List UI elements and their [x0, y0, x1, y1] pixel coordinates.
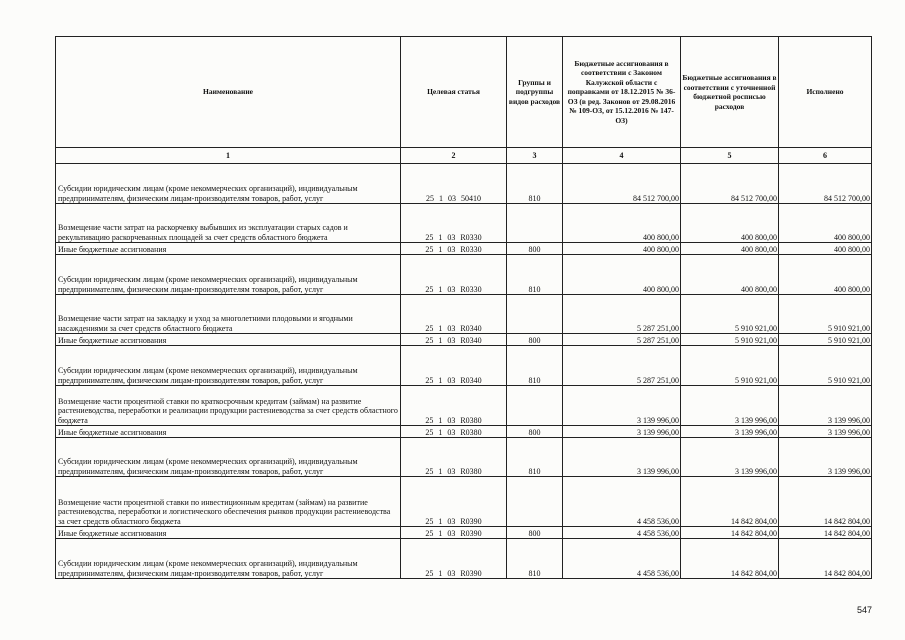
- row-executed-amount: 3 139 996,00: [779, 386, 872, 426]
- row-target-article: 25 1 03 R0340: [401, 295, 507, 334]
- row-target-article: 25 1 03 R0330: [401, 243, 507, 255]
- row-expense-group: 810: [507, 164, 563, 204]
- row-name: Субсидии юридическим лицам (кроме некоммерческих организаций), индивидуальным предпринимателям, физическим лицам-производителям товаров, работ, услуг: [56, 539, 401, 579]
- row-plan-amount: 400 800,00: [681, 204, 779, 243]
- column-number: 2: [401, 148, 507, 164]
- row-target-article: 25 1 03 R0380: [401, 438, 507, 477]
- header-budget-schedule: Бюджетные ассигнования в соответствии с уточненной бюджетной росписью расходов: [681, 37, 779, 148]
- row-expense-group: 810: [507, 539, 563, 579]
- row-executed-amount: 14 842 804,00: [779, 539, 872, 579]
- row-expense-group: [507, 477, 563, 527]
- row-executed-amount: 400 800,00: [779, 243, 872, 255]
- row-target-article: 25 1 03 R0390: [401, 477, 507, 527]
- row-executed-amount: 14 842 804,00: [779, 477, 872, 527]
- column-number-row: [56, 148, 872, 164]
- row-law-amount: 4 458 536,00: [563, 539, 681, 579]
- column-number: 3: [507, 148, 563, 164]
- row-target-article: 25 1 03 R0330: [401, 204, 507, 243]
- row-executed-amount: 3 139 996,00: [779, 426, 872, 438]
- table-row: [56, 243, 872, 255]
- table-row: [56, 295, 872, 334]
- row-expense-group: 800: [507, 334, 563, 346]
- column-number: 6: [779, 148, 872, 164]
- row-plan-amount: 3 139 996,00: [681, 386, 779, 426]
- row-executed-amount: 400 800,00: [779, 204, 872, 243]
- row-expense-group: 810: [507, 438, 563, 477]
- row-law-amount: 400 800,00: [563, 243, 681, 255]
- row-law-amount: 400 800,00: [563, 255, 681, 295]
- row-name: Субсидии юридическим лицам (кроме некоммерческих организаций), индивидуальным предпринимателям, физическим лицам-производителям товаров, работ, услуг: [56, 255, 401, 295]
- table-row: [56, 346, 872, 386]
- row-plan-amount: 5 910 921,00: [681, 295, 779, 334]
- row-plan-amount: 3 139 996,00: [681, 438, 779, 477]
- row-name: Субсидии юридическим лицам (кроме некоммерческих организаций), индивидуальным предпринимателям, физическим лицам-производителям товаров, работ, услуг: [56, 346, 401, 386]
- column-number: 1: [56, 148, 401, 164]
- row-plan-amount: 5 910 921,00: [681, 346, 779, 386]
- column-number: 5: [681, 148, 779, 164]
- row-law-amount: 3 139 996,00: [563, 386, 681, 426]
- row-expense-group: [507, 204, 563, 243]
- table-row: [56, 204, 872, 243]
- row-name: Возмещение части затрат на закладку и уход за многолетними плодовыми и ягодными насаждениями за счет средств областного бюджета: [56, 295, 401, 334]
- row-target-article: 25 1 03 R0340: [401, 346, 507, 386]
- row-plan-amount: 84 512 700,00: [681, 164, 779, 204]
- row-name: Возмещение части процентной ставки по инвестиционным кредитам (займам) на развитие растениеводства, переработки и логистического обеспечения рынков продукции растениеводства за счет средств областного бюджета: [56, 477, 401, 527]
- budget-table: [55, 36, 872, 579]
- row-law-amount: 3 139 996,00: [563, 426, 681, 438]
- row-target-article: 25 1 03 R0390: [401, 527, 507, 539]
- row-name: Иные бюджетные ассигнования: [56, 426, 401, 438]
- header-executed: Исполнено: [779, 37, 872, 148]
- row-name: Возмещение части процентной ставки по краткосрочным кредитам (займам) на развитие растениеводства, переработки и реализации продукции растениеводства за счет средств областного бюджета: [56, 386, 401, 426]
- row-executed-amount: 5 910 921,00: [779, 334, 872, 346]
- row-name: Иные бюджетные ассигнования: [56, 243, 401, 255]
- row-plan-amount: 3 139 996,00: [681, 426, 779, 438]
- row-name: Иные бюджетные ассигнования: [56, 527, 401, 539]
- row-target-article: 25 1 03 R0380: [401, 386, 507, 426]
- table-row: [56, 438, 872, 477]
- row-target-article: 25 1 03 R0330: [401, 255, 507, 295]
- table-row: [56, 539, 872, 579]
- row-name: Возмещение части затрат на раскорчевку выбывших из эксплуатации старых садов и рекультивацию раскорчеванных площадей за счет средств областного бюджета: [56, 204, 401, 243]
- row-plan-amount: 400 800,00: [681, 243, 779, 255]
- header-target-article: Целевая статья: [401, 37, 507, 148]
- row-expense-group: 800: [507, 527, 563, 539]
- row-plan-amount: 14 842 804,00: [681, 477, 779, 527]
- row-plan-amount: 5 910 921,00: [681, 334, 779, 346]
- header-expense-groups: Группы и подгруппы видов расходов: [507, 37, 563, 148]
- column-number: 4: [563, 148, 681, 164]
- row-name: Субсидии юридическим лицам (кроме некоммерческих организаций), индивидуальным предпринимателям, физическим лицам-производителям товаров, работ, услуг: [56, 164, 401, 204]
- header-name: Наименование: [56, 37, 401, 148]
- table-row: [56, 527, 872, 539]
- row-law-amount: 5 287 251,00: [563, 346, 681, 386]
- row-law-amount: 400 800,00: [563, 204, 681, 243]
- table-row: [56, 426, 872, 438]
- row-executed-amount: 3 139 996,00: [779, 438, 872, 477]
- row-target-article: 25 1 03 50410: [401, 164, 507, 204]
- row-plan-amount: 14 842 804,00: [681, 539, 779, 579]
- row-executed-amount: 5 910 921,00: [779, 295, 872, 334]
- row-expense-group: [507, 386, 563, 426]
- row-law-amount: 5 287 251,00: [563, 295, 681, 334]
- table-row: [56, 386, 872, 426]
- row-expense-group: 810: [507, 255, 563, 295]
- row-executed-amount: 84 512 700,00: [779, 164, 872, 204]
- row-target-article: 25 1 03 R0380: [401, 426, 507, 438]
- row-plan-amount: 14 842 804,00: [681, 527, 779, 539]
- row-executed-amount: 400 800,00: [779, 255, 872, 295]
- row-plan-amount: 400 800,00: [681, 255, 779, 295]
- row-executed-amount: 14 842 804,00: [779, 527, 872, 539]
- table-row: [56, 477, 872, 527]
- row-expense-group: 810: [507, 346, 563, 386]
- row-expense-group: 800: [507, 426, 563, 438]
- header-law-allocations: Бюджетные ассигнования в соответствии с Законом Калужской области с поправками от 18.12.2015 № 36-ОЗ (в ред. Законов от 29.08.2016 № 109-ОЗ, от 15.12.2016 № 147-ОЗ): [563, 37, 681, 148]
- row-target-article: 25 1 03 R0340: [401, 334, 507, 346]
- row-name: Иные бюджетные ассигнования: [56, 334, 401, 346]
- row-law-amount: 84 512 700,00: [563, 164, 681, 204]
- table-row: [56, 164, 872, 204]
- row-expense-group: [507, 295, 563, 334]
- table-row: [56, 255, 872, 295]
- row-target-article: 25 1 03 R0390: [401, 539, 507, 579]
- header-row: [56, 37, 872, 148]
- table-row: [56, 334, 872, 346]
- row-law-amount: 4 458 536,00: [563, 527, 681, 539]
- row-law-amount: 5 287 251,00: [563, 334, 681, 346]
- row-law-amount: 3 139 996,00: [563, 438, 681, 477]
- row-name: Субсидии юридическим лицам (кроме некоммерческих организаций), индивидуальным предпринимателям, физическим лицам-производителям товаров, работ, услуг: [56, 438, 401, 477]
- row-expense-group: 800: [507, 243, 563, 255]
- row-executed-amount: 5 910 921,00: [779, 346, 872, 386]
- row-law-amount: 4 458 536,00: [563, 477, 681, 527]
- page-number: 547: [856, 605, 872, 615]
